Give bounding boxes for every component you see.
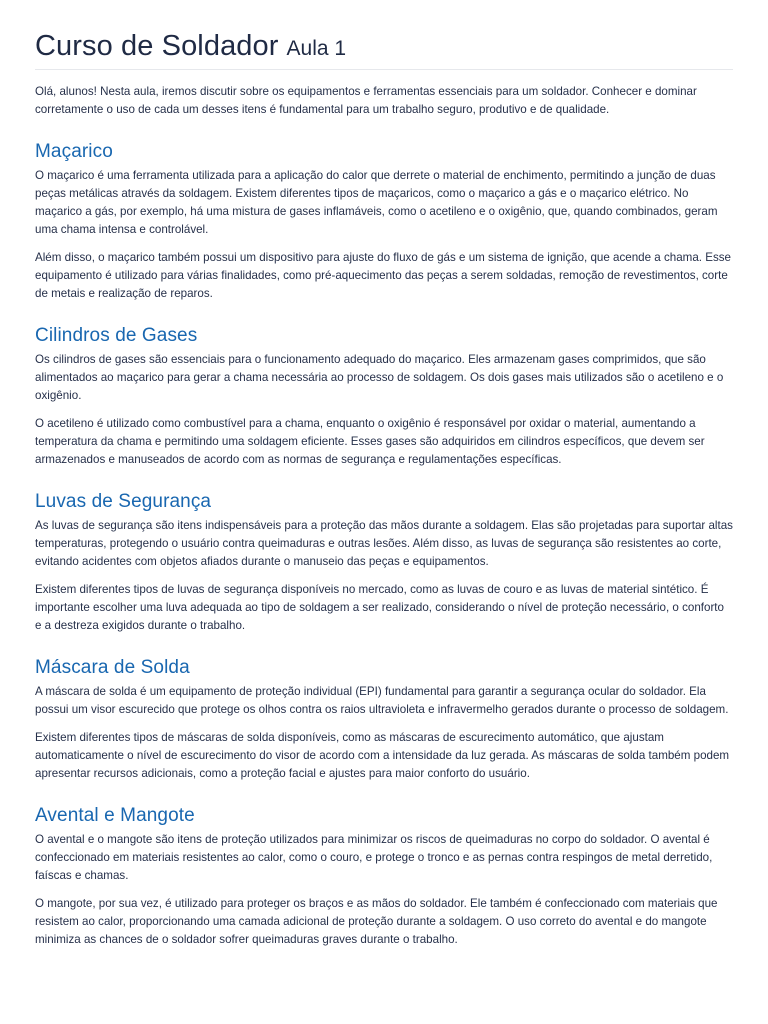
section-paragraph: Além disso, o maçarico também possui um dispositivo para ajuste do fluxo de gás e um sistema de ignição, que acende a chama. Esse equipamento é utilizado para várias finalidades, como pré-aquecimento das peças a serem soldadas, remoção de revestimentos, corte de metais e realização de reparos. xyxy=(35,251,731,300)
section-paragraph: A máscara de solda é um equipamento de proteção individual (EPI) fundamental para garantir a segurança ocular do soldador. Ela possui um visor escurecido que protege os olhos contra os raios ultravioleta e infravermelho gerados durante o processo de soldagem. xyxy=(35,685,729,716)
page-title: Curso de Soldador xyxy=(35,30,279,62)
section-paragraph: Os cilindros de gases são essenciais para o funcionamento adequado do maçarico. Eles armazenam gases comprimidos, que são alimentados ao maçarico para gerar a chama necessária ao processo de soldagem. Os dois gases mais utilizados são o acetileno e o oxigênio. xyxy=(35,353,724,402)
section-paragraph: As luvas de segurança são itens indispensáveis para a proteção das mãos durante a soldagem. Elas são projetadas para suportar altas temperaturas, protegendo o usuário contra queimaduras e outras lesões. Além disso, as luvas de segurança são resistentes ao corte, evitando acidentes com objetos afiados durante o manuseio das peças e equipamentos. xyxy=(35,519,733,568)
section-heading: Luvas de Segurança xyxy=(35,491,212,512)
section-heading: Maçarico xyxy=(35,141,113,162)
section-avental-e-mangote xyxy=(35,805,733,949)
section-heading: Cilindros de Gases xyxy=(35,325,198,346)
section-paragraph: Existem diferentes tipos de luvas de segurança disponíveis no mercado, como as luvas de couro e as luvas de material sintético. É importante escolher uma luva adequada ao tipo de soldagem a ser realizado, considerando o nível de proteção necessário, o conforto e a destreza exigidos durante o trabalho. xyxy=(35,583,724,632)
section-paragraph: Existem diferentes tipos de máscaras de solda disponíveis, como as máscaras de escurecimento automático, que ajustam automaticamente o nível de escurecimento do visor de acordo com a intensidade da luz gerada. As máscaras de solda também podem apresentar recursos adicionais, como a proteção facial e ajustes para maior conforto do usuário. xyxy=(35,731,730,780)
title-row xyxy=(35,30,733,70)
section-paragraph: O mangote, por sua vez, é utilizado para proteger os braços e as mãos do soldador. Ele também é confeccionado com materiais que resistem ao calor, proporcionando uma camada adicional de proteção durante a soldagem. O uso correto do avental e do mangote minimiza as chances de o soldador sofrer queimaduras graves durante o trabalho. xyxy=(35,897,718,946)
section-heading: Avental e Mangote xyxy=(35,805,195,826)
section-heading: Máscara de Solda xyxy=(35,657,190,678)
intro-paragraph: Olá, alunos! Nesta aula, iremos discutir sobre os equipamentos e ferramentas essenciais para um soldador. Conhecer e dominar corretamente o uso de cada um desses itens é fundamental para um trabalho seguro, produtivo e de qualidade. xyxy=(35,85,697,116)
page-subtitle: Aula 1 xyxy=(286,37,347,60)
section-paragraph: O avental e o mangote são itens de proteção utilizados para minimizar os riscos de queimaduras no corpo do soldador. O avental é confeccionado em materiais resistentes ao calor, como o couro, e protege o tronco e as pernas contra respingos de metal derretido, faíscas e chamas. xyxy=(35,833,713,882)
section-macarico xyxy=(35,141,733,303)
section-mascara-de-solda xyxy=(35,657,733,783)
section-cilindros-de-gases xyxy=(35,325,733,469)
section-luvas-de-seguranca xyxy=(35,491,733,635)
section-paragraph: O maçarico é uma ferramenta utilizada para a aplicação do calor que derrete o material de enchimento, permitindo a junção de duas peças metálicas através da soldagem. Existem diferentes tipos de maçaricos, como o maçarico a gás e o maçarico elétrico. No maçarico a gás, por exemplo, há uma mistura de gases inflamáveis, como o acetileno e o oxigênio, que, quando combinados, geram uma chama intensa e controlável. xyxy=(35,169,718,236)
section-paragraph: O acetileno é utilizado como combustível para a chama, enquanto o oxigênio é responsável por oxidar o material, aumentando a temperatura da chama e permitindo uma soldagem eficiente. Esses gases são adquiridos em cilindros específicos, que devem ser armazenados e manuseados de acordo com as normas de segurança e regulamentações específicas. xyxy=(35,417,705,466)
